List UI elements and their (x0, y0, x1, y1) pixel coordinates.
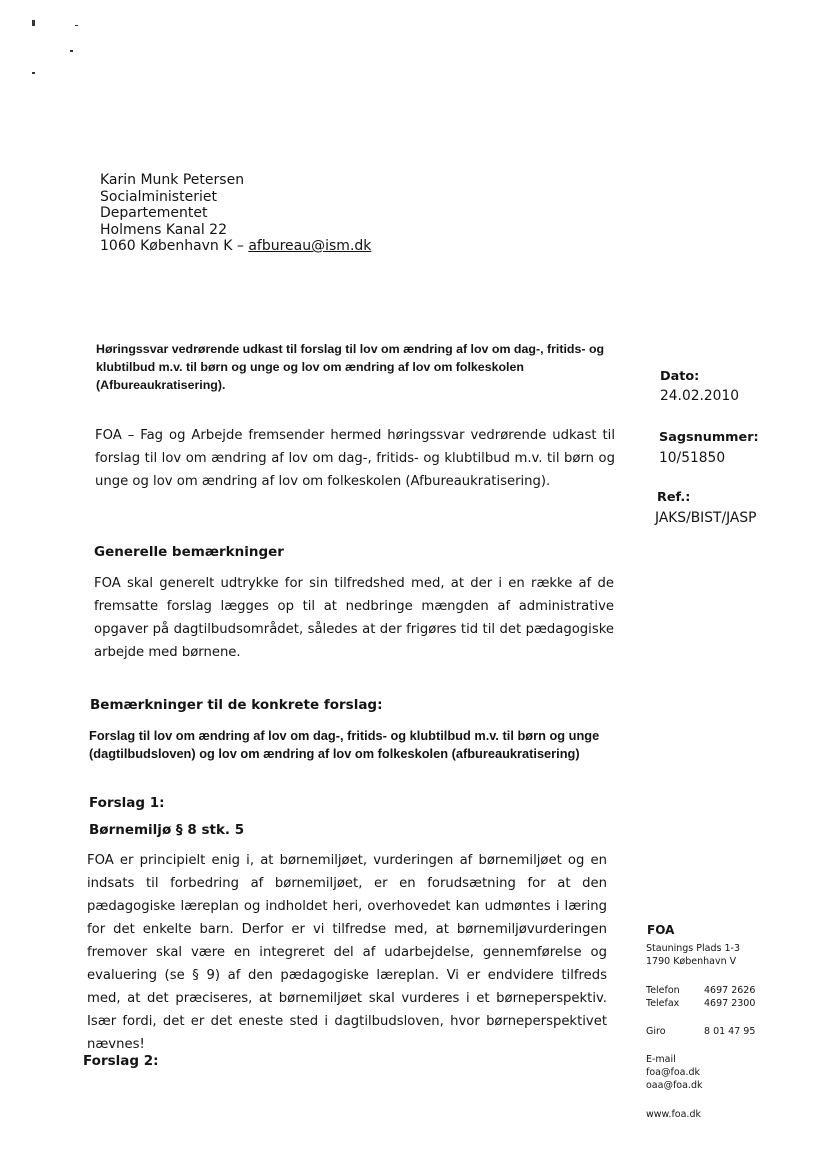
sender-address-line-2: 1790 København V (646, 956, 737, 967)
scan-speck (32, 72, 35, 74)
proposal-1-heading: Forslag 1: (89, 795, 165, 811)
case-label: Sagsnummer: (659, 430, 759, 445)
recipient-name: Karin Munk Petersen (100, 172, 245, 188)
case-value: 10/51850 (659, 450, 726, 466)
giro-value: 8 01 47 95 (704, 1026, 756, 1037)
ref-label: Ref.: (657, 490, 691, 505)
recipient-city-line (100, 238, 371, 255)
phone-row (646, 984, 766, 997)
email-label: E-mail (646, 1054, 676, 1065)
scan-speck (75, 25, 78, 26)
email-2[interactable]: oaa@foa.dk (646, 1080, 703, 1091)
recipient-address (100, 172, 371, 255)
recipient-dept: Departementet (100, 205, 208, 221)
fax-value: 4697 2300 (704, 998, 756, 1009)
recipient-email-link[interactable]: afbureau@ism.dk (248, 238, 372, 254)
sender-phone-block (646, 984, 766, 1010)
general-heading: Generelle bemærkninger (94, 544, 284, 560)
scan-speck (70, 50, 73, 52)
specific-heading: Bemærkninger til de konkrete forslag: (90, 697, 383, 713)
sender-website[interactable]: www.foa.dk (646, 1109, 701, 1120)
law-heading: Forslag til lov om ændring af lov om dag-, fritids- og klubtilbud m.v. til børn og unge (dagtilbudsloven) og lov om ændring af lov om folkeskolen (afbureaukratisering) (89, 728, 600, 761)
proposal-2-heading: Forslag 2: (83, 1053, 159, 1069)
sender-giro-block (646, 1025, 766, 1038)
date-value: 24.02.2010 (660, 388, 739, 404)
email-1[interactable]: foa@foa.dk (646, 1067, 701, 1078)
sender-address (646, 942, 740, 968)
date-label: Dato: (660, 369, 700, 384)
recipient-street: Holmens Kanal 22 (100, 221, 227, 238)
intro-paragraph: FOA – Fag og Arbejde fremsender hermed høringssvar vedrørende udkast til forslag til lov om ændring af lov om dag-, fritids- og klubtilbud m.v. til børn og unge og lov om ændring af lov om folkeskolen (Afbureaukratisering). (95, 428, 615, 489)
fax-row (646, 997, 766, 1010)
section-heading: Børnemiljø § 8 stk. 5 (89, 822, 245, 838)
giro-label: Giro (646, 1026, 666, 1037)
general-paragraph: FOA skal generelt udtrykke for sin tilfredshed med, at der i en række af de fremsatte forslag lægges op til at nedbringe mængden af administrative opgaver på dagtilbudsområdet, således at der frigøres tid til det pædagogiske arbejde med børnene. (94, 576, 614, 660)
scan-speck (32, 20, 35, 26)
recipient-city: 1060 København K – (100, 238, 249, 254)
recipient-org: Socialministeriet (100, 188, 217, 205)
phone-label: Telefon (646, 985, 680, 996)
fax-label: Telefax (646, 998, 680, 1009)
ref-value: JAKS/BIST/JASP (655, 510, 757, 526)
phone-value: 4697 2626 (704, 985, 756, 996)
sender-name: FOA (647, 923, 675, 937)
giro-row (646, 1025, 766, 1038)
proposal-1-paragraph: FOA er principielt enig i, at børnemiljøet, vurderingen af børnemiljøet og en indsats til forbedring af børnemiljøet, er en forudsætning for at den pædagogiske læreplan og indholdet heri, overhovedet kan udmøntes i læring for det enkelte barn. Derfor er vi tilfredse med, at børnemiljøvurderingen fremover skal være en integreret del af udarbejdelse, gennemførelse og evaluering (se § 9) af den pædagogiske læreplan. Vi er endvidere tilfreds med, at det præciseres, at børnemiljøet skal vurderes i et børneperspektiv. Især fordi, det er det eneste sted i dagtilbudsloven, hvor børneperspektivet nævnes! (87, 853, 607, 1052)
sender-email-block (646, 1053, 703, 1092)
sender-address-line-1: Staunings Plads 1-3 (646, 943, 740, 954)
letter-subject: Høringssvar vedrørende udkast til forslag til lov om ændring af lov om dag-, fritids- og klubtilbud m.v. til børn og unge og lov om ændring af lov om folkeskolen (Afbureaukratisering). (96, 342, 605, 392)
